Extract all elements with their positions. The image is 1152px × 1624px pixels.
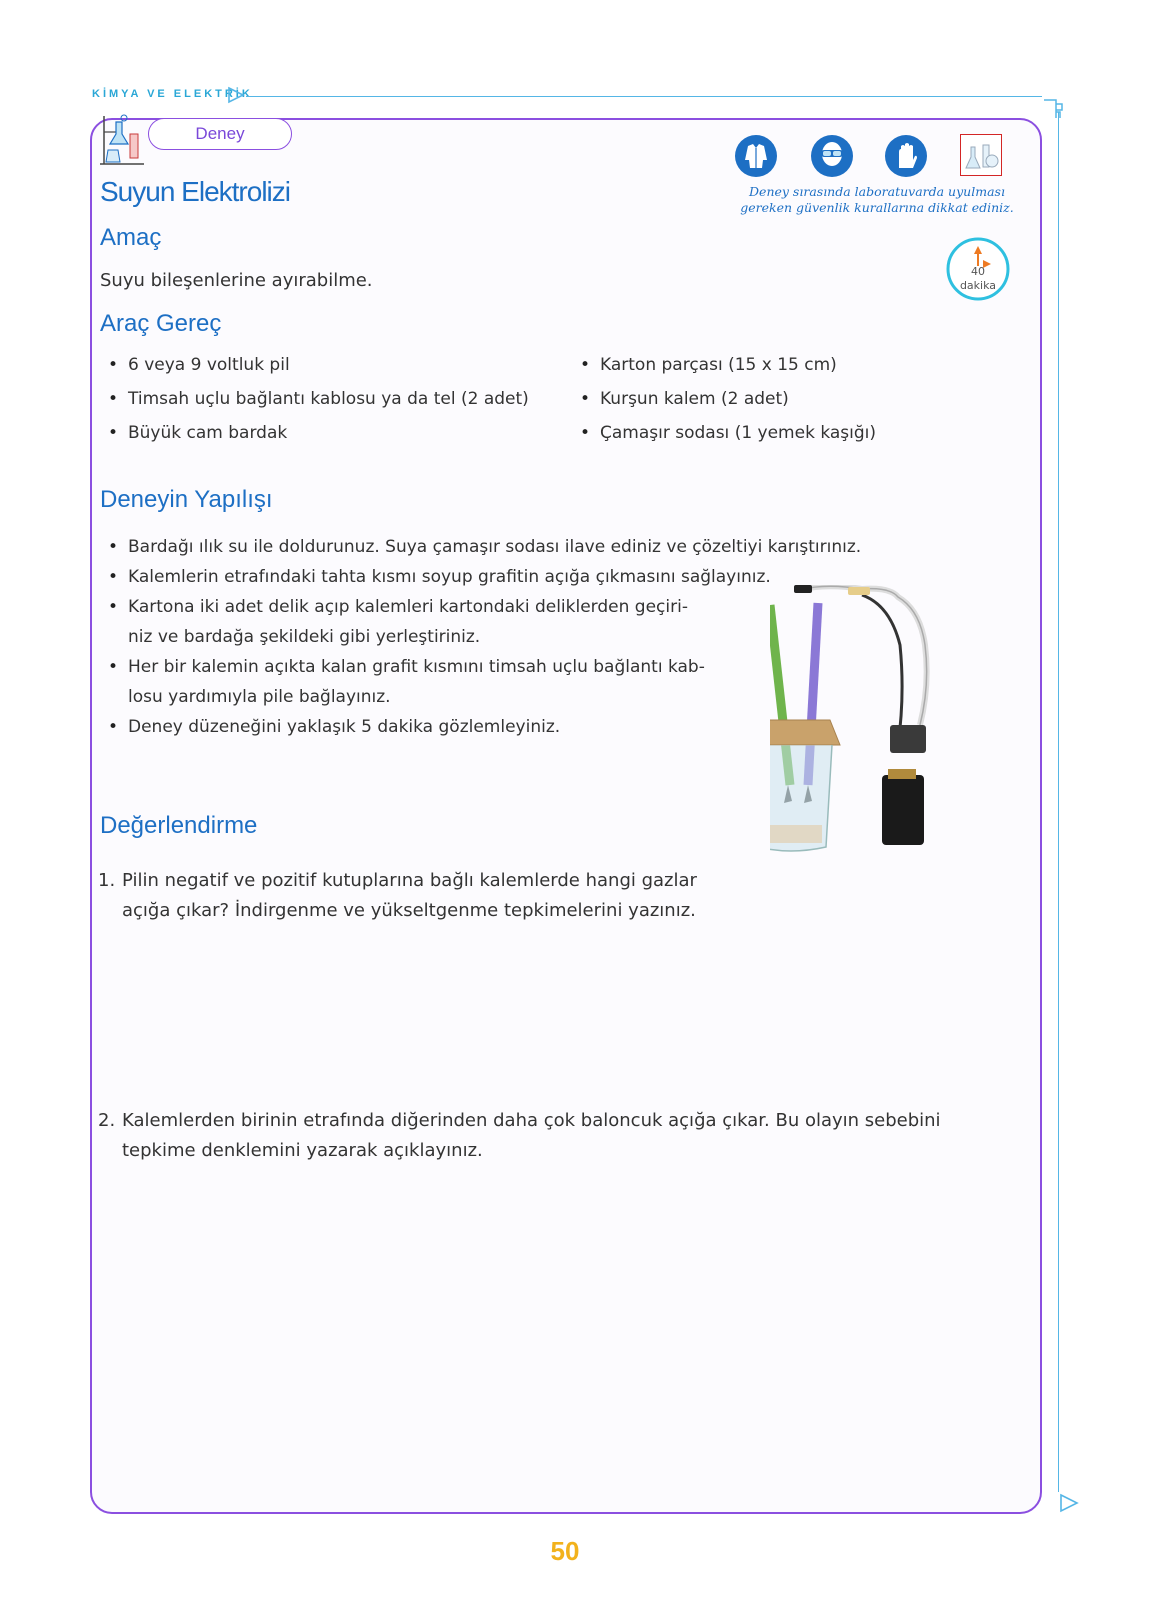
safety-note xyxy=(730,184,1024,216)
list-item: • Büyük cam bardak xyxy=(100,416,570,450)
goggles-icon xyxy=(810,134,854,178)
list-item: • Karton parçası (15 x 15 cm) xyxy=(572,348,1012,382)
question-number: 1. xyxy=(98,870,116,891)
materials-list-right xyxy=(572,348,1012,450)
list-item: • Bardağı ılık su ile doldurunuz. Suya çamaşır sodası ilave ediniz ve çözeltiyi karıştırınız. xyxy=(100,532,1030,562)
materials-heading: Araç Gereç xyxy=(100,310,222,337)
rail-connector-icon xyxy=(1042,98,1068,122)
gloves-icon xyxy=(884,134,928,178)
materials-list-left xyxy=(100,348,570,450)
evaluation-heading: Değerlendirme xyxy=(100,812,258,839)
list-item: • Kartona iki adet delik açıp kalemleri kartondaki deliklerden geçiri- xyxy=(100,592,1030,622)
question-number: 2. xyxy=(98,1110,116,1131)
lab-coat-icon xyxy=(734,134,778,178)
glassware-icon xyxy=(961,135,1001,175)
running-head: KİMYA VE ELEKTRİK xyxy=(92,88,253,100)
timer-value: 40 xyxy=(971,265,985,278)
list-item: • Kalemlerin etrafındaki tahta kısmı soyup grafitin açığa çıkmasını sağlayınız. xyxy=(100,562,1030,592)
procedure-heading: Deneyin Yapılışı xyxy=(100,486,273,513)
lab-equipment-icon xyxy=(100,112,146,168)
list-item: • Her bir kalemin açıkta kalan grafit kısmını timsah uçlu bağlantı kab- xyxy=(100,652,1030,682)
list-item: • Çamaşır sodası (1 yemek kaşığı) xyxy=(572,416,1012,450)
list-item: • Timsah uçlu bağlantı kablosu ya da tel (2 adet) xyxy=(100,382,570,416)
safety-note-line: Deney sırasında laboratuvarda uyulması xyxy=(749,184,1005,199)
experiment-badge: Deney xyxy=(148,118,292,150)
question-1 xyxy=(98,866,697,926)
list-item-continuation: niz ve bardağa şekildeki gibi yerleştiriniz. xyxy=(128,627,481,647)
question-text: açığa çıkar? İndirgenme ve yükseltgenme tepkimelerini yazınız. xyxy=(122,900,696,921)
safety-note-line: gereken güvenlik kurallarına dikkat ediniz. xyxy=(740,200,1014,215)
page-number: 50 xyxy=(550,1536,580,1566)
aim-heading: Amaç xyxy=(100,224,162,251)
list-item-continuation: losu yardımıyla pile bağlayınız. xyxy=(128,687,391,707)
list-item: • Kurşun kalem (2 adet) xyxy=(572,382,1012,416)
timer-unit: dakika xyxy=(959,279,997,292)
right-rail xyxy=(1058,112,1059,1492)
page-title: Suyun Elektrolizi xyxy=(100,176,290,207)
glassware-frame xyxy=(960,134,1002,176)
list-item: • 6 veya 9 voltluk pil xyxy=(100,348,570,382)
header-rule xyxy=(246,96,1042,97)
question-2 xyxy=(98,1106,941,1166)
aim-text: Suyu bileşenlerine ayırabilme. xyxy=(100,270,373,291)
electrolysis-setup-image xyxy=(770,585,970,885)
question-text: tepkime denklemini yazarak açıklayınız. xyxy=(122,1140,483,1161)
list-item: • Deney düzeneğini yaklaşık 5 dakika gözlemleyiniz. xyxy=(100,712,1030,742)
question-text: Pilin negatif ve pozitif kutuplarına bağlı kalemlerde hangi gazlar xyxy=(122,870,697,891)
arrow-right-icon xyxy=(1058,1492,1080,1514)
question-text: Kalemlerden birinin etrafında diğerinden daha çok baloncuk açığa çıkar. Bu olayın sebebini xyxy=(122,1110,941,1131)
arrow-right-icon xyxy=(226,85,246,105)
